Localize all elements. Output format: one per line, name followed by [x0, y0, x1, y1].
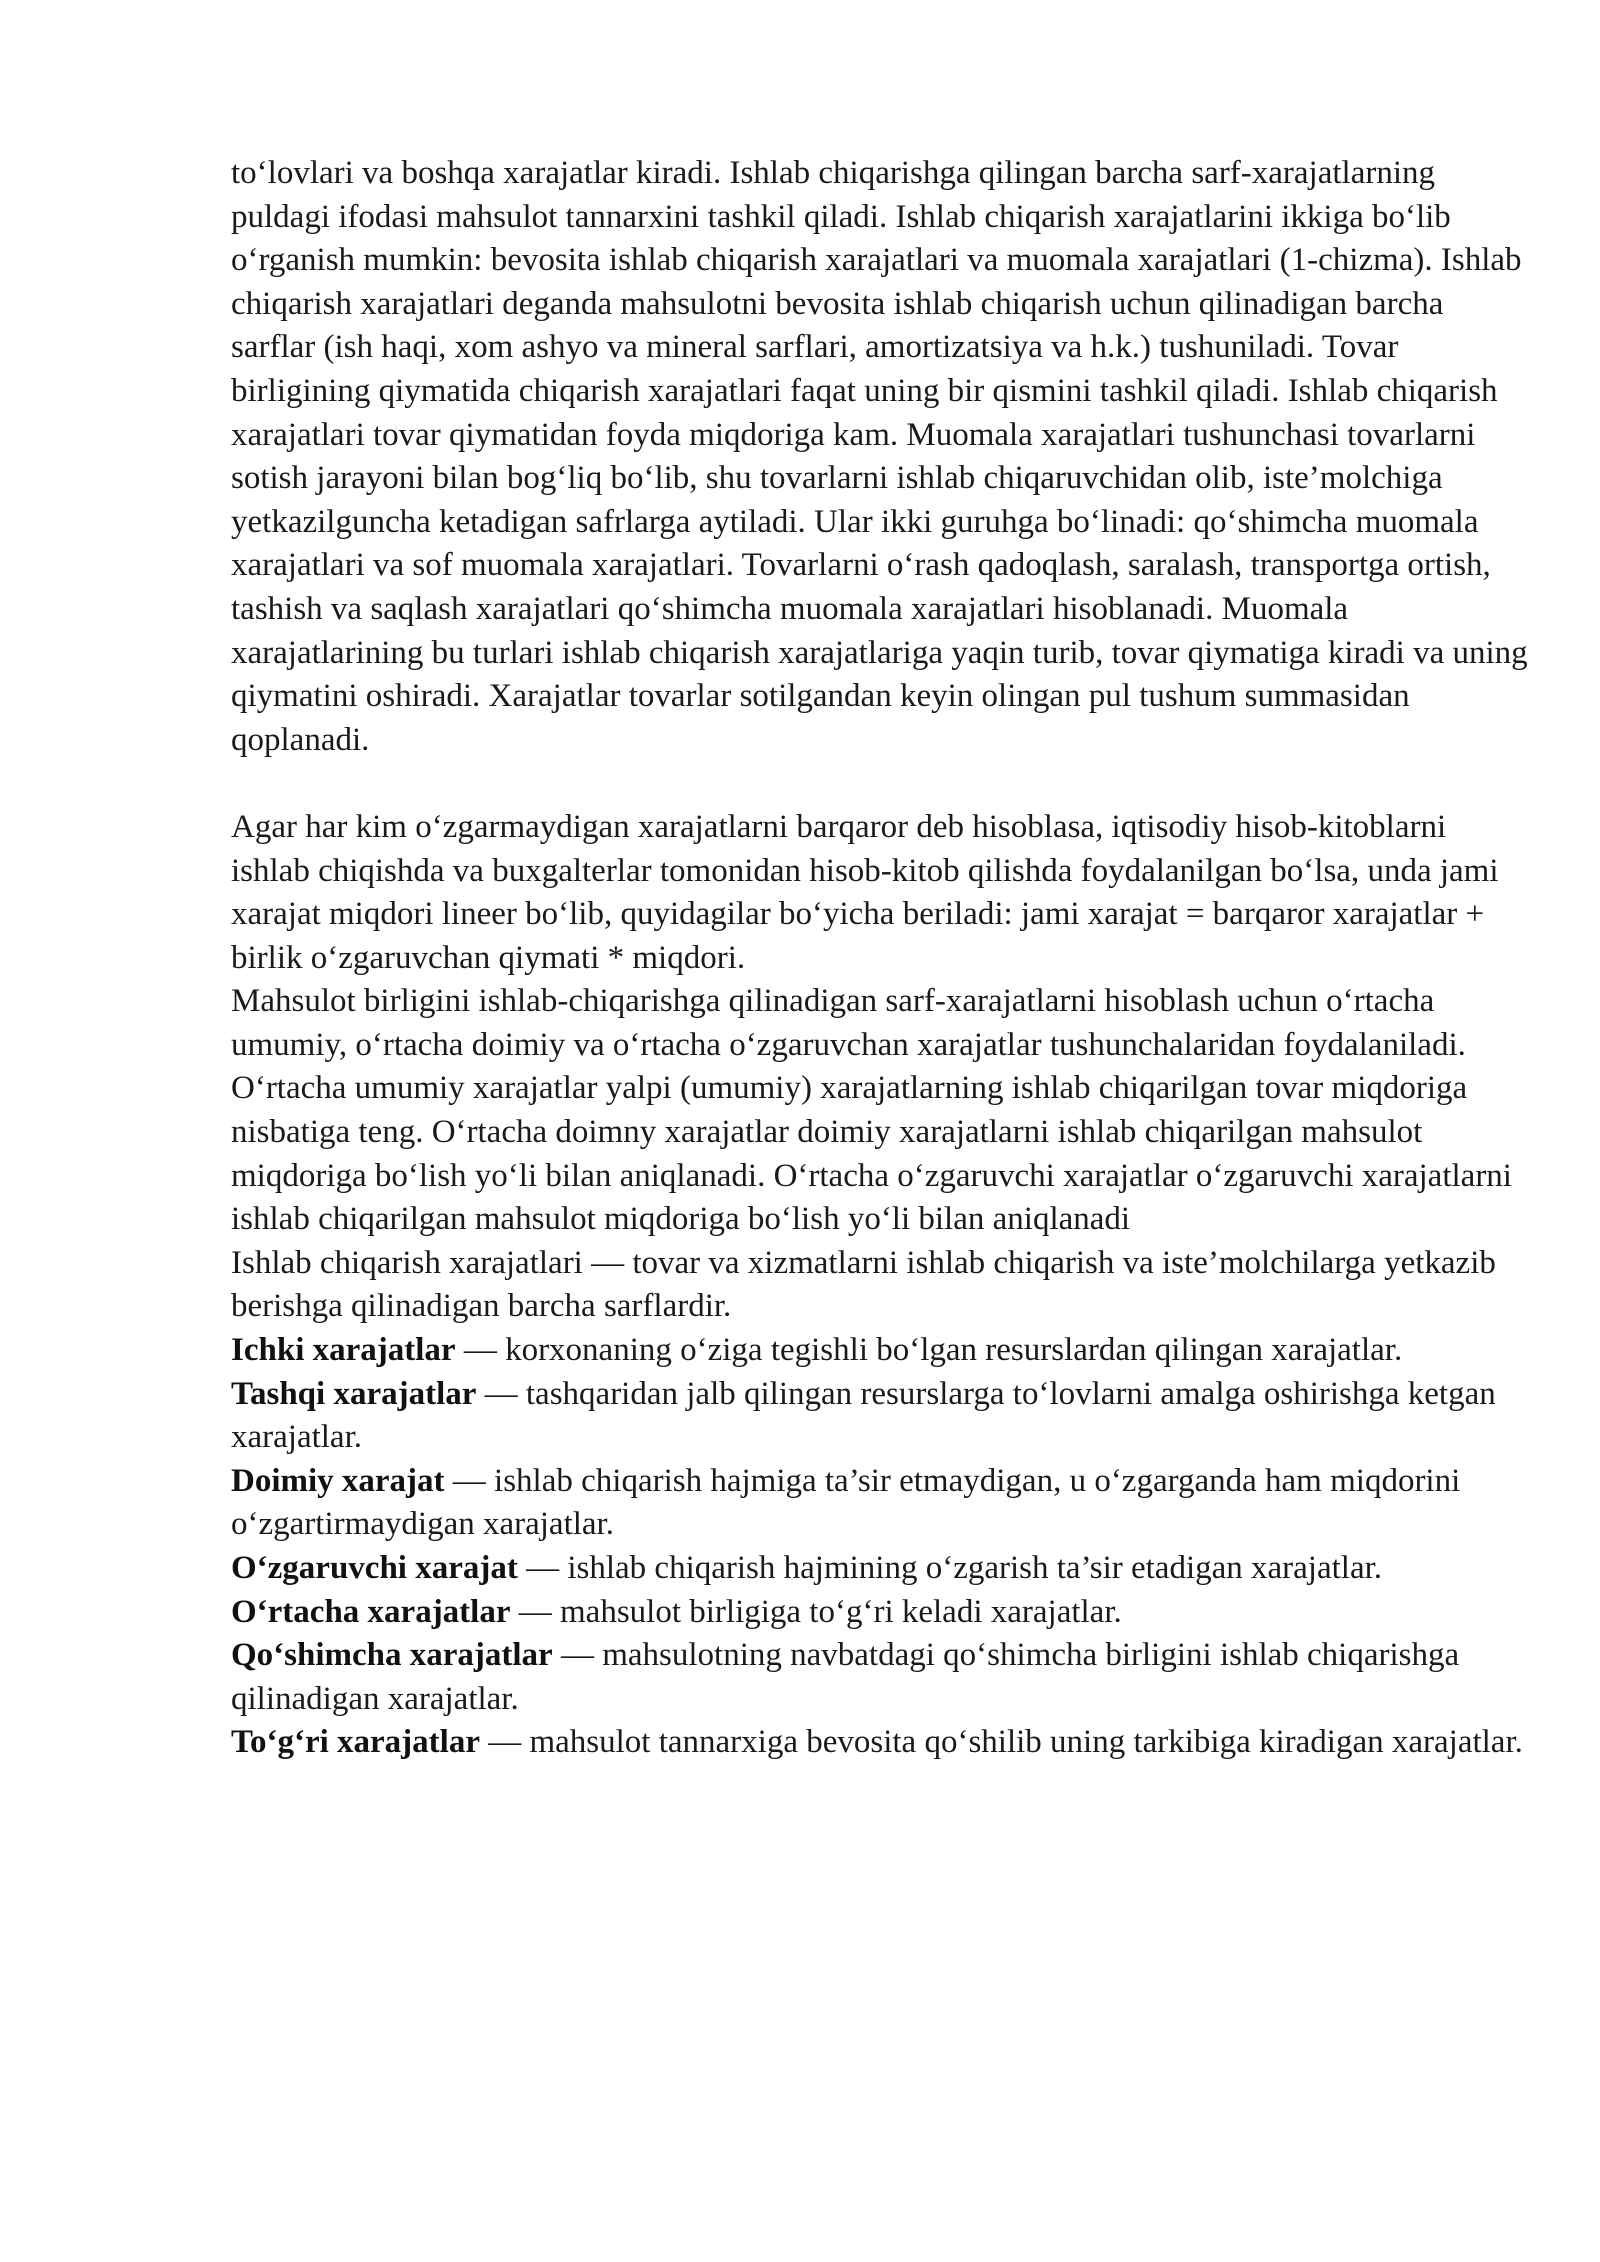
definition-term: Tashqi xarajatlar — [231, 1375, 477, 1412]
definition-fixed-cost — [231, 1460, 1531, 1547]
definition-text: — mahsulot birligiga to‘g‘ri keladi xarajatlar. — [510, 1593, 1122, 1630]
definition-term: Qo‘shimcha xarajatlar — [231, 1637, 553, 1674]
paragraph-production-costs-definition: Ishlab chiqarish xarajatlari — tovar va xizmatlarni ishlab chiqarish va iste’molchilarga yetkazib berishga qilinadigan barcha sarflardir. — [231, 1244, 1496, 1325]
definition-text: — ishlab chiqarish hajmining o‘zgarish ta’sir etadigan xarajatlar. — [517, 1550, 1383, 1586]
definition-text: — mahsulot tannarxiga bevosita qo‘shilib uning tarkibiga kiradigan xarajatlar. — [479, 1724, 1523, 1761]
definition-term: O‘rtacha xarajatlar — [231, 1593, 511, 1630]
definition-internal-costs — [231, 1329, 1531, 1373]
definition-marginal-costs — [231, 1634, 1531, 1721]
definition-text: — ishlab chiqarish hajmiga ta’sir etmaydigan, u o‘zgarganda ham miqdorini o‘zgartirmaydigan xarajatlar. — [231, 1462, 1461, 1543]
paragraph-production-costs: to‘lovlari va boshqa xarajatlar kiradi. Ishlab chiqarishga qilingan barcha sarf-xarajatlarning puldagi ifodasi mahsulot tannarxini tashkil qiladi. Ishlab chiqarish xarajatlarini ikkiga bo‘lib o‘rganish mumkin: bevosita ishlab chiqarish xarajatlari va muomala xarajatlari (1-chizma). Ishlab chiqarish xarajatlari deganda mahsulotni bevosita ishlab chiqarish uchun qilinadigan barcha sarflar (ish haqi, xom ashyo va mineral sarflari, amortizatsiya va h.k.) tushuniladi. Tovar birligining qiymatida chiqarish xarajatlari faqat uning bir qismini tashkil qiladi. Ishlab chiqarish xarajatlari tovar qiymatidan foyda miqdoriga kam. Muomala xarajatlari tushunchasi tovarlarni sotish jarayoni bilan bog‘liq bo‘lib, shu tovarlarni ishlab chiqaruvchidan olib, iste’molchiga yetkazilguncha ketadigan safrlarga aytiladi. Ular ikki guruhga bo‘linadi: qo‘shimcha muomala xarajatlari va sof muomala xarajatlari. Tovarlarni o‘rash qadoqlash, saralash, transportga ortish, tashish va saqlash xarajatlari qo‘shimcha muomala xarajatlari hisoblanadi. Muomala xarajatlarining bu turlari ishlab chiqarish xarajatlariga yaqin turib, tovar qiymatiga kiradi va uning qiymatini oshiradi. Xarajatlar tovarlar sotilgandan keyin olingan pul tushum summasidan qoplanadi. — [231, 155, 1528, 758]
definition-term: O‘zgaruvchi xarajat — [231, 1550, 518, 1586]
definition-text: — tashqaridan jalb qilingan resurslarga to‘lovlarni amalga oshirishga ketgan xarajatlar. — [231, 1375, 1496, 1456]
definition-average-costs — [231, 1591, 1531, 1635]
definition-text: — korxonaning o‘ziga tegishli bo‘lgan resurslardan qilingan xarajatlar. — [455, 1332, 1403, 1369]
definition-external-costs — [231, 1373, 1531, 1460]
paragraph-spacer — [231, 762, 1531, 806]
paragraph-linear-total-cost: Agar har kim o‘zgarmaydigan xarajatlarni barqaror deb hisoblasa, iqtisodiy hisob-kitoblarni ishlab chiqishda va buxgalterlar tomonidan hisob-kitob qilishda foydalanilgan bo‘lsa, unda jami xarajat miqdori lineer bo‘lib, quyidagilar bo‘yicha beriladi: jami xarajat = barqaror xarajatlar + birlik o‘zgaruvchan qiymati * miqdori. — [231, 808, 1499, 976]
definition-variable-cost — [231, 1547, 1531, 1591]
definition-term: Ichki xarajatlar — [231, 1332, 456, 1369]
definition-text: — mahsulotning navbatdagi qo‘shimcha birligini ishlab chiqarishga qilinadigan xarajatlar. — [231, 1637, 1460, 1717]
definition-term: Doimiy xarajat — [231, 1462, 445, 1499]
document-body — [231, 152, 1531, 1765]
definition-direct-costs — [231, 1721, 1531, 1765]
definition-term: To‘g‘ri xarajatlar — [231, 1724, 480, 1761]
paragraph-average-costs: Mahsulot birligini ishlab-chiqarishga qilinadigan sarf-xarajatlarni hisoblash uchun o‘rtacha umumiy, o‘rtacha doimiy va o‘rtacha o‘zgaruvchan xarajatlar tushunchalaridan foydalaniladi. O‘rtacha umumiy xarajatlar yalpi (umumiy) xarajatlarning ishlab chiqarilgan tovar miqdoriga nisbatiga teng. O‘rtacha doimny xarajatlar doimiy xarajatlarni ishlab chiqarilgan mahsulot miqdoriga bo‘lish yo‘li bilan aniqlanadi. O‘rtacha o‘zgaruvchi xarajatlar o‘zgaruvchi xarajatlarni ishlab chiqarilgan mahsulot miqdoriga bo‘lish yo‘li bilan aniqlanadi — [231, 983, 1512, 1238]
